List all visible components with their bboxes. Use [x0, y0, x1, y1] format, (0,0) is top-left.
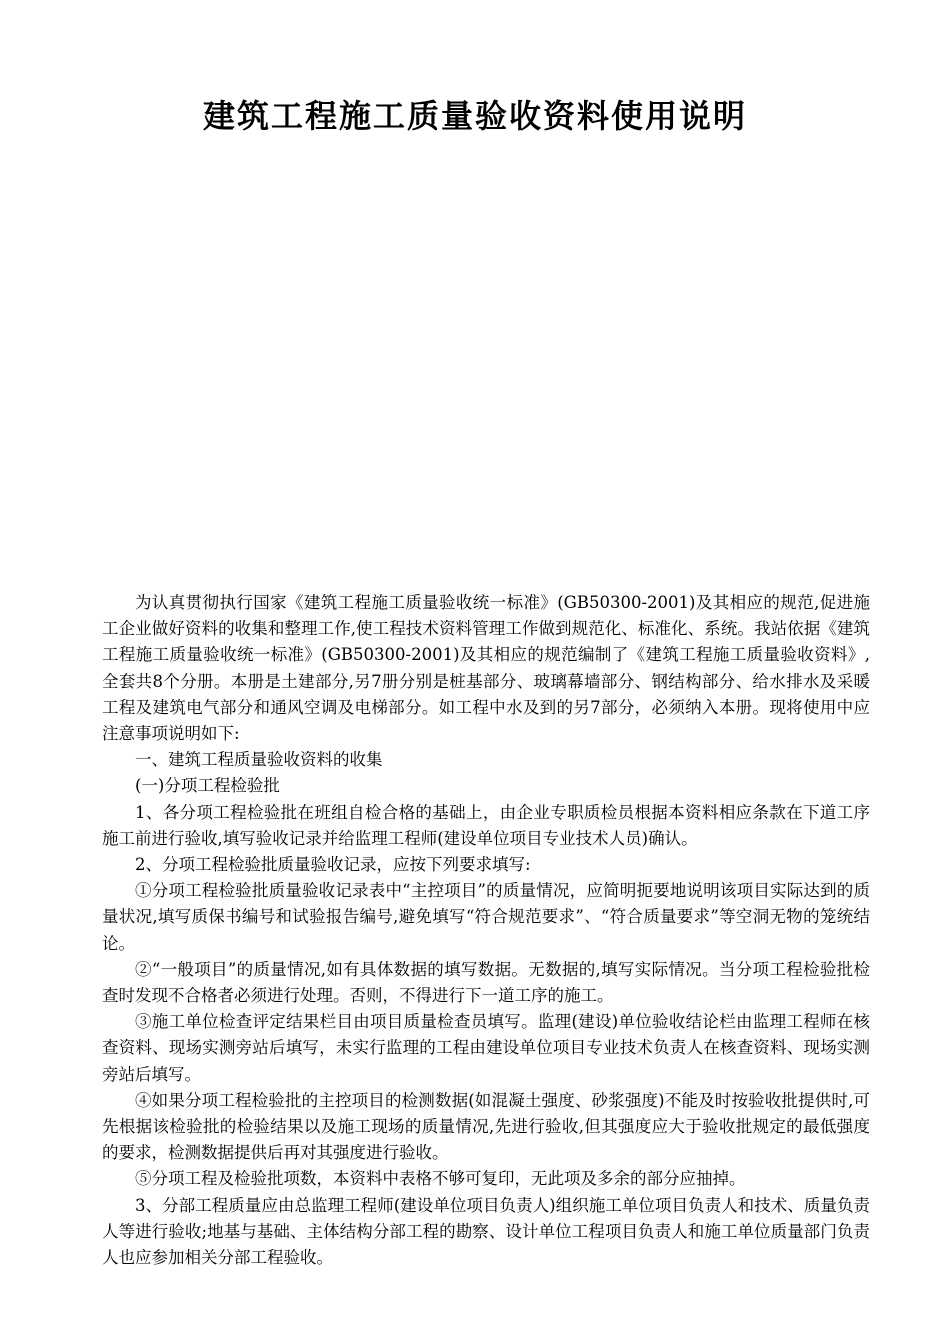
paragraph-item-1: 1、各分项工程检验批在班组自检合格的基础上，由企业专职质检员根据本资料相应条款在下道工序施工前进行验收,填写验收记录并给监理工程师(建设单位项目专业技术人员)确认。 [102, 802, 870, 848]
paragraph-intro: 为认真贯彻执行国家《建筑工程施工质量验收统一标准》(GB50300-2001)及其相应的规范,促进施工企业做好资料的收集和整理工作,使工程技术资料管理工作做到规范化、标准化、系统。我站依据《建筑工程施工质量验收统一标准》(GB50300-2001)及其相应的规范编制了《建筑工程施工质量验收资料》,全套共8个分册。本册是土建部分,另7册分别是桩基部分、玻璃幕墙部分、钢结构部分、给水排水及采暖工程及建筑电气部分和通风空调及电梯部分。如工程中水及到的另7部分，必须纳入本册。现将使用中应注意事项说明如下: [102, 593, 870, 744]
paragraph-item-2: 2、分项工程检验批质量验收记录，应按下列要求填写: [135, 855, 531, 875]
document-body [102, 590, 870, 1271]
paragraph-item-3: 3、分部工程质量应由总监理工程师(建设单位项目负责人)组织施工单位项目负责人和技术、质量负责人等进行验收;地基与基础、主体结构分部工程的勘察、设计单位工程项目负责人和施工单位质量部门负责人也应参加相关分部工程验收。 [102, 1195, 870, 1268]
section-heading-collection: 一、建筑工程质量验收资料的收集 [135, 750, 383, 770]
paragraph-subitem-3: ③施工单位检查评定结果栏目由项目质量检查员填写。监理(建设)单位验收结论栏由监理工程师在核查资料、现场实测旁站后填写，未实行监理的工程由建设单位项目专业技术负责人在核查资料、现场实测旁站后填写。 [102, 1012, 870, 1084]
paragraph-subitem-4: ④如果分项工程检验批的主控项目的检测数据(如混凝土强度、砂浆强度)不能及时按验收批提供时,可先根据该检验批的检验结果以及施工现场的质量情况,先进行验收,但其强度应大于验收批规定的最低强度的要求，检测数据提供后再对其强度进行验收。 [102, 1090, 870, 1163]
paragraph-subitem-5: ⑤分项工程及检验批项数，本资料中表格不够可复印，无此项及多余的部分应抽掉。 [135, 1169, 746, 1189]
paragraph-subitem-1: ①分项工程检验批质量验收记录表中“主控项目”的质量情况，应简明扼要地说明该项目实际达到的质量状况,填写质保书编号和试验报告编号,避免填写“符合规范要求”、“符合质量要求”等空洞无物的笼统结论。 [102, 881, 870, 953]
document-title: 建筑工程施工质量验收资料使用说明 [202, 97, 747, 135]
subsection-heading-inspection-batch: (一)分项工程检验批 [135, 776, 280, 796]
paragraph-subitem-2: ②“一般项目”的质量情况,如有具体数据的填写数据。无数据的,填写实际情况。当分项工程检验批检查时发现不合格者必须进行处理。否则，不得进行下一道工序的施工。 [102, 959, 870, 1006]
